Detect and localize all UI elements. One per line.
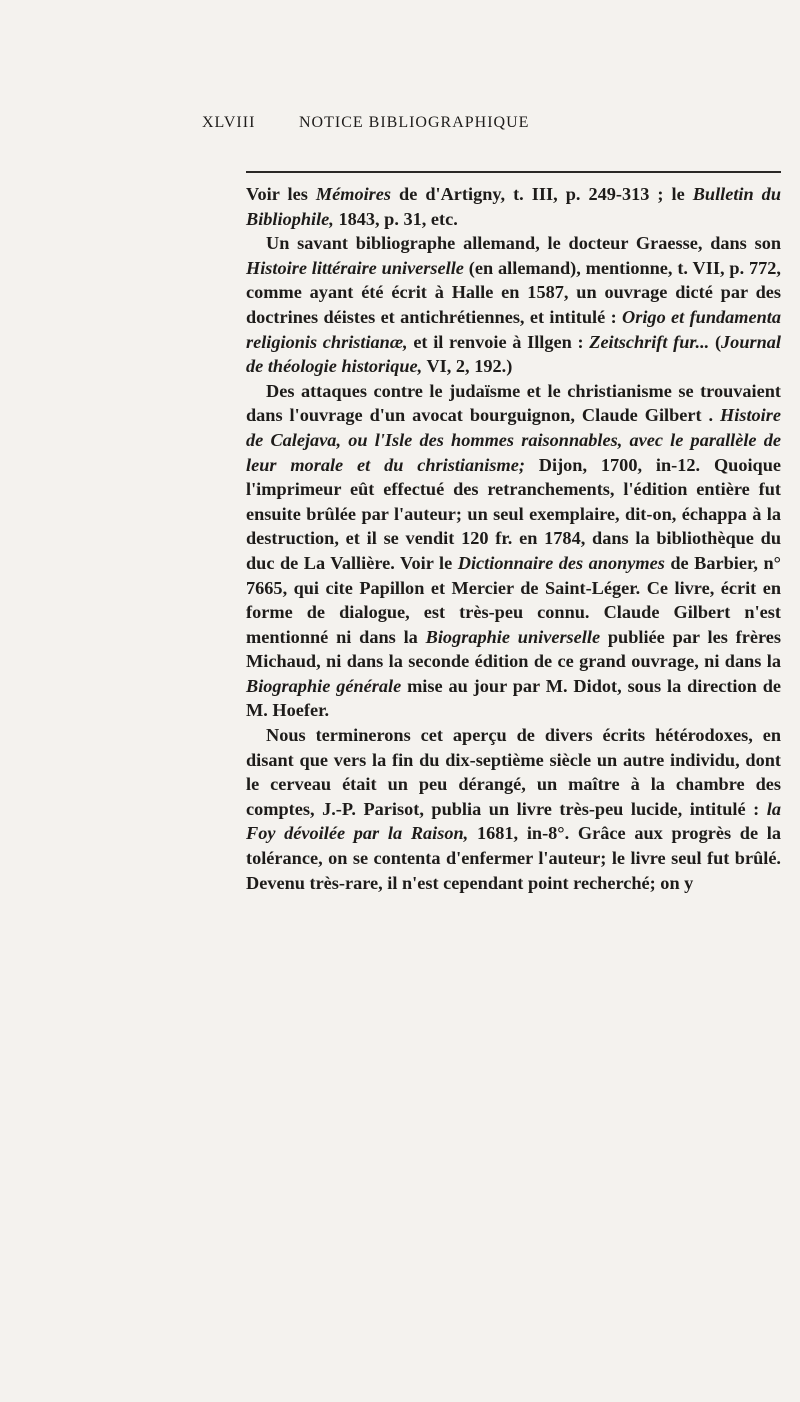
text-run: Nous terminerons cet aperçu de divers écrits hétérodoxes, en disant que vers la fin du dix-septième siècle un autre individu, dont le cerveau était un peu dérangé, un maître à la chambre des comptes, J.-P. Parisot, publia un livre très-peu lucide, intitulé : [246,725,781,819]
page-number: XLVIII [202,114,256,131]
text-run: et il renvoie à Illgen : [407,331,590,352]
text-run: (en allemand), mentionne, t. VII, p. 772, comme ayant été écrit à Halle en 1587, un ouvrage dicté par des doctrines déistes et antichrétiennes, et intitulé : [246,257,781,327]
work-title: Zeitschrift fur... [589,331,710,352]
text-run: VI, 2, 192.) [422,356,513,377]
paragraph-3 [246,379,781,723]
body-text [246,182,781,895]
work-title: Bulletin du Bibliophile, [246,184,781,229]
text-run: Un savant bibliographe allemand, le docteur Graesse, dans son [266,233,781,254]
work-title: Histoire littéraire universelle [246,257,464,278]
text-run: Dijon, 1700, in-12. Quoique l'imprimeur eût effectué des retranchements, l'édition entière fut ensuite brûlée par l'auteur; un seul exemplaire, dit-on, échappa à la destruction, et il se vendit 120 fr. en 1784, dans la bibliothèque du duc de La Vallière. Voir le [246,454,781,573]
header-rule [246,171,781,173]
text-run: de Barbier, n° 7665, qui cite Papillon et Mercier de Saint-Léger. Ce livre, écrit en forme de dialogue, est très-peu connu. Claude Gilbert n'est mentionné ni dans la [246,552,781,647]
text-run: Des attaques contre le judaïsme et le christianisme se trouvaient dans l'ouvrage d'un avocat bourguignon, Claude Gilbert . [246,380,781,426]
text-run: 1681, in-8°. Grâce aux progrès de la tolérance, on se contenta d'enfermer l'auteur; le livre seul fut brûlé. Devenu très-rare, il n'est cependant point recherché; on y [246,823,781,893]
text-run: ( [709,331,722,352]
work-title: Dictionnaire des anonymes [457,552,665,573]
work-title: Journal de théologie historique, [246,331,781,377]
paragraph-1 [246,182,781,231]
text-run: de d'Artigny, t. III, p. 249-313 ; le [391,184,693,204]
text-run: mise au jour par M. Didot, sous la direction de M. Hoefer. [246,675,781,721]
running-head [202,114,582,138]
work-title: Biographie générale [246,675,402,696]
work-title: Origo et fundamenta religionis christianæ, [246,306,782,352]
work-title: Histoire de Calejava, ou l'Isle des hommes raisonnables, avec le parallèle de leur morale et du christianisme; [246,405,781,475]
work-title: la Foy dévoilée par la Raison, [246,798,781,844]
text-run: publiée par les frères Michaud, ni dans la seconde édition de ce grand ouvrage, ni dans la [246,626,782,672]
work-title: Mémoires [315,184,392,204]
work-title: Biographie universelle [425,626,601,647]
text-run: Voir les [246,184,316,204]
running-title: NOTICE BIBLIOGRAPHIQUE [299,114,530,131]
paragraph-4 [246,723,781,895]
text-run: 1843, p. 31, etc. [333,208,458,229]
paragraph-2 [246,231,781,379]
